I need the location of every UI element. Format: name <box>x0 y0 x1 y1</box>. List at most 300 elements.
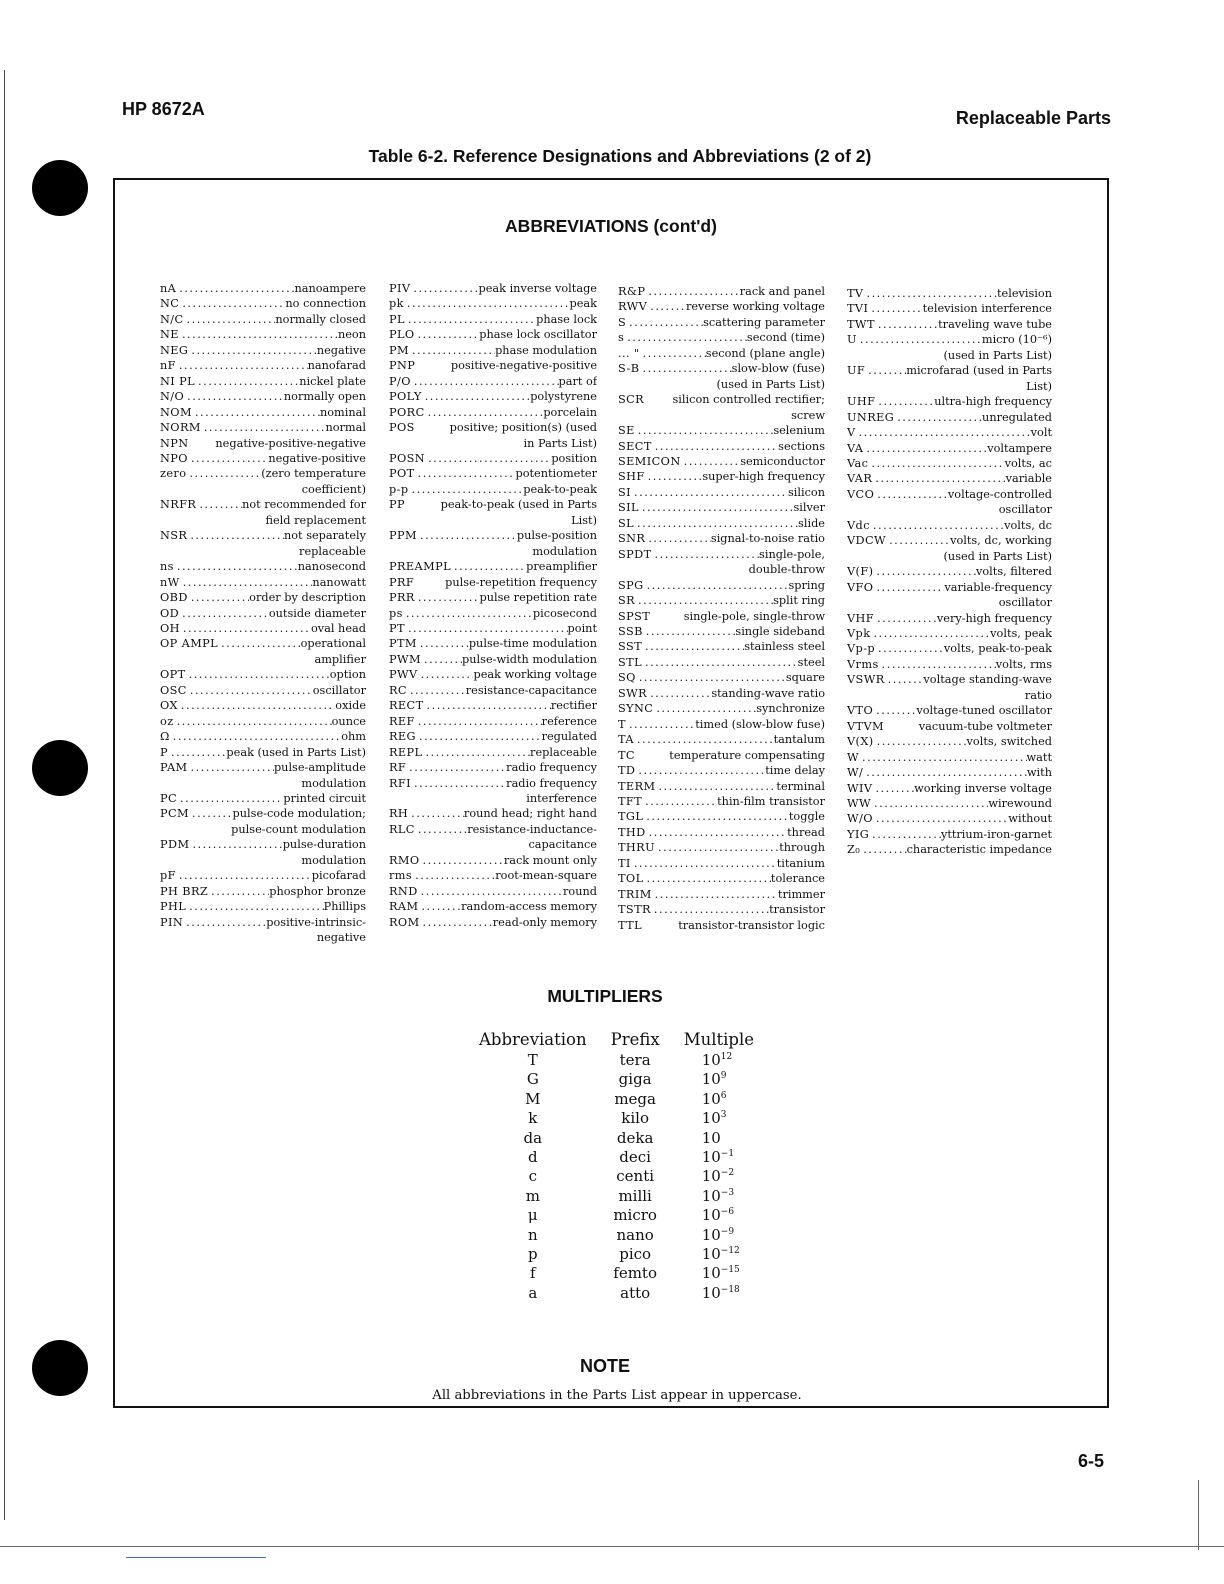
abbreviations-title: ABBREVIATIONS (cont'd) <box>505 216 717 236</box>
abbreviation: TGL <box>618 810 644 824</box>
definition: semiconductor <box>740 454 825 468</box>
dot-leader <box>643 624 736 639</box>
definition: pulse-repetition frequency <box>445 575 597 589</box>
definition: volts, dc <box>1004 518 1052 532</box>
abbreviation: PNP <box>389 359 416 373</box>
definition: picofarad <box>311 869 366 883</box>
abbreviation-entry <box>618 439 825 454</box>
abbreviation-entry <box>618 856 825 871</box>
multiplier-multiple <box>672 1051 766 1070</box>
dot-leader <box>186 899 323 914</box>
abbreviation: OX <box>160 699 178 713</box>
abbreviation-entry <box>389 343 597 358</box>
abbreviation-entry <box>389 374 597 389</box>
definition: volts, dc, working <box>950 534 1052 548</box>
definition: reverse working voltage <box>685 300 825 314</box>
dot-leader <box>645 469 703 484</box>
dot-leader <box>639 500 794 515</box>
dot-leader <box>425 405 544 420</box>
abbreviation-entry <box>160 497 366 512</box>
multiple-exponent: −6 <box>720 1207 735 1218</box>
abbreviation-entry <box>160 760 366 775</box>
definition: scattering parameter <box>703 315 825 329</box>
definition: oscillator <box>312 683 366 697</box>
abbreviation-entry <box>618 392 825 407</box>
abbreviation-entry <box>618 825 825 840</box>
multiplier-abbreviation: d <box>528 1148 538 1167</box>
abbreviation: SQ <box>618 671 636 685</box>
dot-leader <box>894 410 982 425</box>
dot-leader <box>875 394 934 409</box>
multiple-base: 10 <box>701 1109 721 1128</box>
abbreviation-entry <box>389 667 597 682</box>
abbreviation-entry <box>160 868 366 883</box>
definition: single-pole, <box>759 547 825 561</box>
multiple-base: 10 <box>701 1089 721 1108</box>
definition: spring <box>788 578 825 592</box>
definition: trimmer <box>777 887 825 901</box>
abbreviation: TA <box>618 733 634 747</box>
abbreviation: NEG <box>160 343 189 357</box>
definition-continuation: modulation <box>301 776 366 790</box>
abbreviation: SST <box>618 640 643 654</box>
abbreviation: NORM <box>160 421 201 435</box>
multiplier-multiple <box>672 1070 766 1089</box>
definition: television interference <box>922 302 1052 316</box>
definition: second (plane angle) <box>705 346 825 360</box>
definition: steel <box>797 655 825 669</box>
abbreviation-entry <box>389 853 597 868</box>
abbreviation-entry <box>389 575 597 590</box>
multiplier-prefix: atto <box>620 1283 651 1302</box>
dot-leader <box>188 760 274 775</box>
definition-continuation: field replacement <box>265 513 366 527</box>
dot-leader <box>186 667 330 682</box>
multiplier-abbreviation: da <box>523 1128 543 1147</box>
abbreviation: RC <box>389 683 407 697</box>
definition: ultra-high frequency <box>934 395 1052 409</box>
note-title: NOTE <box>579 1356 630 1376</box>
multiplier-prefix: deci <box>619 1148 651 1167</box>
abbreviation: NE <box>160 328 179 342</box>
abbreviation: VDCW <box>847 534 887 548</box>
abbreviation: VFO <box>847 580 874 594</box>
abbreviation: NI PL <box>160 374 196 388</box>
abbreviation-entry <box>389 482 597 497</box>
dot-leader <box>874 487 948 502</box>
definition: negative-positive-negative <box>215 436 366 450</box>
abbreviation-entry <box>847 425 1052 440</box>
definition: stainless steel <box>744 640 825 654</box>
definition-continuation: List) <box>1026 379 1052 393</box>
definition: not separately <box>283 529 366 543</box>
abbreviation-entry <box>618 732 825 747</box>
abbreviation-entry <box>160 343 366 358</box>
definition-continuation: negative <box>316 931 366 945</box>
definition: potentiometer <box>515 467 597 481</box>
abbreviation-entry <box>389 899 597 914</box>
definition: ounce <box>331 714 366 728</box>
dot-leader <box>635 593 773 608</box>
abbreviation-entry <box>847 441 1052 456</box>
definition: transistor <box>769 903 825 917</box>
abbreviation-entry <box>160 559 366 574</box>
abbreviation: S <box>618 315 627 329</box>
multiple-base: 10 <box>701 1070 721 1089</box>
definition: radio frequency <box>506 776 597 790</box>
definition: split ring <box>773 594 825 608</box>
definition: picosecond <box>532 606 597 620</box>
definition: pulse-width modulation <box>462 652 597 666</box>
definition-continuation: replaceable <box>299 544 366 558</box>
abbreviation: TC <box>618 748 635 762</box>
abbreviation-entry <box>618 500 825 515</box>
abbreviation-entry <box>847 332 1052 347</box>
abbreviation-column-1 <box>160 281 366 945</box>
multiplier-abbreviation: k <box>528 1109 538 1128</box>
dot-leader <box>174 714 332 729</box>
abbreviation-entry <box>847 301 1052 316</box>
abbreviation-entry <box>160 312 366 327</box>
dot-leader <box>645 284 739 299</box>
multiple-exponent: −9 <box>720 1226 735 1237</box>
multiple-base: 10 <box>701 1186 721 1205</box>
dot-leader <box>412 868 495 883</box>
definition: volts, switched <box>966 735 1052 749</box>
definition-continuation: amplifier <box>314 652 366 666</box>
abbreviation-entry <box>618 763 825 778</box>
abbreviation-entry <box>160 405 366 420</box>
definition: pulse repetition rate <box>479 591 597 605</box>
multiplier-abbreviation: G <box>526 1070 539 1089</box>
definition: radio frequency <box>506 761 597 775</box>
abbreviation-entry <box>847 734 1052 749</box>
abbreviation: SE <box>618 424 635 438</box>
abbreviation-entry <box>389 312 597 327</box>
abbreviation-entry <box>618 686 825 701</box>
definition: point <box>567 621 597 635</box>
dot-leader <box>872 471 1005 486</box>
definition: signal-to-noise ratio <box>710 532 825 546</box>
abbreviation: NC <box>160 297 180 311</box>
abbreviation: PM <box>389 343 409 357</box>
abbreviation-entry <box>389 868 597 883</box>
multiplier-prefix: micro <box>613 1206 657 1225</box>
dot-leader <box>411 776 506 791</box>
definition: (zero temperature <box>261 467 366 481</box>
definition: normally open <box>283 390 366 404</box>
dot-leader <box>188 590 249 605</box>
dot-leader <box>863 765 1027 780</box>
dot-leader <box>874 611 937 626</box>
dot-leader <box>640 346 706 361</box>
dot-leader <box>418 899 461 914</box>
abbreviation: RECT <box>389 699 424 713</box>
definition: pulse-time modulation <box>468 637 597 651</box>
dot-leader <box>634 732 774 747</box>
definition: no connection <box>285 297 366 311</box>
dot-leader <box>863 441 987 456</box>
abbreviation: TSTR <box>618 903 651 917</box>
abbreviation: NOM <box>160 405 192 419</box>
abbreviation: VSWR <box>847 673 885 687</box>
abbreviation-entry <box>160 281 366 296</box>
abbreviation-entry <box>389 327 597 342</box>
abbreviation: ns <box>160 560 174 574</box>
abbreviation: SSB <box>618 624 643 638</box>
abbreviation: V(X) <box>847 735 874 749</box>
abbreviation: SCR <box>618 393 645 407</box>
dot-leader <box>415 822 467 837</box>
dot-leader <box>870 518 1004 533</box>
abbreviation: PPM <box>389 529 417 543</box>
dot-leader <box>405 621 568 636</box>
abbreviation-entry <box>389 776 597 791</box>
definition: standing-wave ratio <box>711 686 825 700</box>
abbreviation: TI <box>618 856 631 870</box>
dot-leader <box>189 837 282 852</box>
dot-leader <box>645 531 711 546</box>
dot-leader <box>192 405 320 420</box>
abbreviation-entry <box>389 358 597 373</box>
definition: very-high frequency <box>936 611 1052 625</box>
multiplier-row <box>467 1245 766 1264</box>
multiplier-abbreviation: μ <box>527 1206 538 1225</box>
definition: yttrium-iron-garnet <box>940 827 1052 841</box>
definition: replaceable <box>530 745 597 759</box>
abbreviation: PH BRZ <box>160 884 209 898</box>
definition: oval head <box>310 621 366 635</box>
table-frame <box>113 178 1109 1408</box>
abbreviation: OH <box>160 621 180 635</box>
abbreviation: V <box>847 426 856 440</box>
abbreviation: pF <box>160 869 176 883</box>
abbreviation: RLC <box>389 822 415 836</box>
abbreviation-entry <box>160 451 366 466</box>
multiplier-row <box>467 1090 766 1109</box>
definition: working inverse voltage <box>914 781 1052 795</box>
abbreviation: TD <box>618 764 636 778</box>
abbreviation: nW <box>160 575 180 589</box>
abbreviation: zero <box>160 467 187 481</box>
definition: voltage-tuned oscillator <box>916 704 1052 718</box>
dot-leader <box>642 639 744 654</box>
multiplier-prefix: nano <box>616 1225 654 1244</box>
definition: nickel plate <box>299 374 366 388</box>
multiplier-multiple <box>672 1206 766 1225</box>
abbreviation-entry <box>389 636 597 651</box>
definition: nanowatt <box>312 575 366 589</box>
dot-leader <box>644 871 771 886</box>
table-title: Table 6-2. Reference Designations and Abbreviations (2 of 2) <box>368 146 872 166</box>
column-header: Abbreviation <box>479 1029 587 1049</box>
multiplier-abbreviation: c <box>528 1167 537 1186</box>
definition: wirewound <box>988 796 1052 810</box>
dot-leader <box>874 734 967 749</box>
multiplier-multiple <box>672 1109 766 1128</box>
dot-leader <box>408 806 464 821</box>
multiple-base: 10 <box>701 1283 721 1302</box>
abbreviation-entry <box>847 657 1052 672</box>
multiple-exponent: −12 <box>720 1246 740 1257</box>
dot-leader <box>635 763 765 778</box>
abbreviation-entry <box>160 528 366 543</box>
abbreviation: ROM <box>389 915 420 929</box>
abbreviation: PREAMPL <box>389 560 451 574</box>
abbreviation-entry <box>389 559 597 574</box>
abbreviation: SR <box>618 594 636 608</box>
dot-leader <box>864 286 997 301</box>
definition-continuation: List) <box>571 513 597 527</box>
abbreviation-entry <box>847 827 1052 842</box>
dot-leader <box>184 312 276 327</box>
abbreviation-entry <box>618 469 825 484</box>
definition: not recommended for <box>242 498 366 512</box>
dot-leader <box>176 358 308 373</box>
definition: single sideband <box>735 624 825 638</box>
multiplier-prefix: pico <box>619 1245 652 1264</box>
abbreviation-entry <box>847 750 1052 765</box>
abbreviation-entry <box>389 729 597 744</box>
multiple-base: 10 <box>701 1051 721 1069</box>
definition: variable-frequency <box>944 580 1052 594</box>
abbreviation-entry <box>847 672 1052 687</box>
definition: root-mean-square <box>495 869 597 883</box>
abbreviation-entry <box>618 593 825 608</box>
abbreviation: SECT <box>618 439 652 453</box>
abbreviation-entry <box>389 683 597 698</box>
abbreviation: RWV <box>618 300 648 314</box>
dot-leader <box>168 745 226 760</box>
definition: characteristic impedance <box>906 843 1052 857</box>
abbreviation: pk <box>389 297 404 311</box>
abbreviation-entry <box>618 547 825 562</box>
multiplier-multiple <box>672 1090 766 1109</box>
definition: pulse-amplitude <box>273 761 366 775</box>
dot-leader <box>639 361 731 376</box>
abbreviation-entry <box>389 621 597 636</box>
dot-leader <box>870 626 990 641</box>
dot-leader <box>655 840 779 855</box>
abbreviation-entry <box>389 606 597 621</box>
dot-leader <box>635 423 774 438</box>
dot-leader <box>405 312 536 327</box>
definition-continuation: (used in Parts List) <box>716 377 825 391</box>
abbreviation: RMO <box>389 853 420 867</box>
page-number: 6-5 <box>1077 1451 1104 1471</box>
abbreviation: PDM <box>160 838 190 852</box>
dot-leader <box>422 389 531 404</box>
abbreviation-entry <box>618 809 825 824</box>
abbreviation-entry <box>389 389 597 404</box>
definition: voltage-controlled <box>947 487 1052 501</box>
definition: volts, peak-to-peak <box>943 642 1052 656</box>
definition: slide <box>798 516 825 530</box>
multiplier-multiple <box>672 1226 766 1245</box>
dot-leader <box>871 796 988 811</box>
abbreviation-entry <box>618 717 825 732</box>
multiplier-row <box>467 1264 766 1283</box>
definition: normal <box>325 421 366 435</box>
abbreviation: OSC <box>160 683 187 697</box>
definition: part of <box>558 374 597 388</box>
abbreviation: TWT <box>847 317 875 331</box>
multipliers-title: MULTIPLIERS <box>547 986 663 1006</box>
multipliers-table <box>467 1028 766 1303</box>
definition: neon <box>337 328 366 342</box>
multiple-base: 10 <box>701 1245 721 1264</box>
dot-leader <box>652 439 778 454</box>
definition: phase modulation <box>495 343 597 357</box>
abbreviation-entry <box>160 714 366 729</box>
abbreviation: SIL <box>618 501 639 515</box>
abbreviation: Vp-p <box>847 642 876 656</box>
abbreviation: PP <box>389 498 406 512</box>
definition: polystyrene <box>530 390 597 404</box>
abbreviation: VAR <box>847 472 873 486</box>
abbreviation-entry <box>847 533 1052 548</box>
dot-leader <box>196 497 242 512</box>
definition: time delay <box>765 764 825 778</box>
definition: order by description <box>249 591 366 605</box>
dot-leader <box>409 343 495 358</box>
definition: phase lock <box>536 312 597 326</box>
dot-leader <box>421 652 462 667</box>
abbreviation-entry <box>389 822 597 837</box>
abbreviation-entry <box>618 748 825 763</box>
abbreviation-entry <box>618 516 825 531</box>
multiple-exponent: −15 <box>720 1265 740 1276</box>
dot-leader <box>644 578 789 593</box>
definition: variable <box>1005 472 1052 486</box>
dot-leader <box>179 606 269 621</box>
multiplier-abbreviation: f <box>530 1264 536 1283</box>
dot-leader <box>424 698 551 713</box>
abbreviation: T <box>618 717 626 731</box>
definition: peak working voltage <box>473 668 597 682</box>
multiple-base: 10 <box>701 1264 721 1283</box>
definition: nanosecond <box>297 560 366 574</box>
abbreviation-entry <box>847 641 1052 656</box>
abbreviation: REF <box>389 714 415 728</box>
definition: super-high frequency <box>702 470 825 484</box>
abbreviation: R&P <box>618 285 646 298</box>
page-edge-line <box>4 70 5 1520</box>
definition: volts, rms <box>995 657 1052 671</box>
abbreviation-entry <box>847 456 1052 471</box>
abbreviation-entry <box>389 497 597 512</box>
multiplier-prefix: tera <box>619 1051 651 1069</box>
definition: nanoampere <box>294 282 366 295</box>
definition: regulated <box>541 730 597 744</box>
dot-leader <box>857 332 982 347</box>
definition: slow-blow (fuse) <box>731 362 825 376</box>
binder-hole <box>32 160 88 216</box>
definition-continuation: oscillator <box>998 503 1052 517</box>
definition-continuation: coefficient) <box>301 482 366 496</box>
dot-leader <box>873 564 976 579</box>
abbreviation: U <box>847 333 857 347</box>
definition: negative <box>316 343 366 357</box>
dot-leader <box>652 547 759 562</box>
abbreviation-entry <box>847 471 1052 486</box>
abbreviation: VHF <box>847 611 875 625</box>
definition: thread <box>787 825 825 839</box>
abbreviation: VCO <box>847 487 875 501</box>
abbreviation: NRFR <box>160 498 197 512</box>
dot-leader <box>187 683 313 698</box>
definition: nominal <box>319 405 366 419</box>
